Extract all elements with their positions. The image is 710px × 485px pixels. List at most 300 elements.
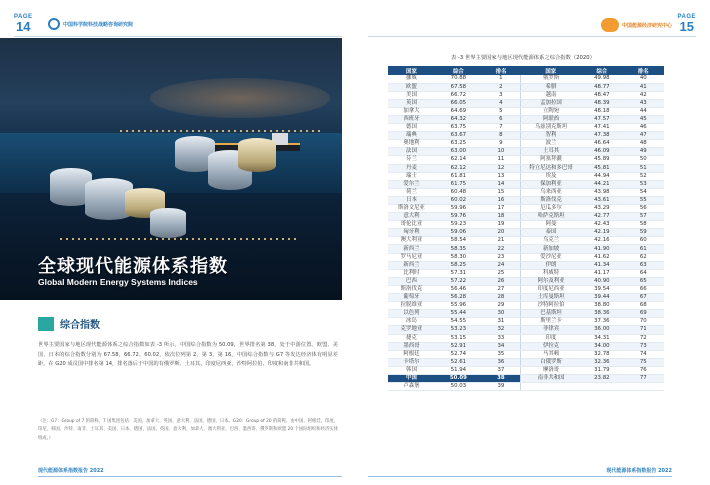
table-row bbox=[388, 196, 664, 204]
table-cell: 德国 bbox=[388, 124, 435, 132]
table-cell: 土耳其 bbox=[520, 148, 581, 156]
table-cell: 印度尼西亚 bbox=[520, 285, 581, 293]
column-header: 综合 bbox=[581, 66, 622, 75]
table-cell: 39 bbox=[482, 383, 521, 391]
table-cell: 43.61 bbox=[581, 196, 622, 204]
table-cell: 58.25 bbox=[435, 261, 482, 269]
table-cell: 62 bbox=[623, 253, 664, 261]
table-cell: 保加利亚 bbox=[520, 180, 581, 188]
table-row bbox=[388, 342, 664, 350]
table-cell: 50 bbox=[623, 156, 664, 164]
table-cell: 11 bbox=[482, 156, 521, 164]
table-cell: 37 bbox=[482, 366, 521, 374]
table-row bbox=[388, 326, 664, 334]
left-logo bbox=[48, 18, 133, 30]
table-cell: 64 bbox=[623, 269, 664, 277]
table-row bbox=[388, 294, 664, 302]
table-cell: 34.00 bbox=[581, 342, 622, 350]
table-cell: 70 bbox=[623, 318, 664, 326]
table-cell: 丹麦 bbox=[388, 164, 435, 172]
left-header-rule bbox=[14, 36, 342, 37]
table-cell: 41 bbox=[623, 83, 664, 91]
right-logo bbox=[601, 18, 672, 32]
table-cell: 29 bbox=[482, 302, 521, 310]
table-cell: 伊朗 bbox=[520, 261, 581, 269]
table-cell: 希腊 bbox=[520, 83, 581, 91]
table-cell: 53.23 bbox=[435, 326, 482, 334]
table-cell: 53 bbox=[623, 180, 664, 188]
right-logo-text: 中国能源经济研究中心 bbox=[621, 22, 672, 29]
table-cell: 阿塞拜疆 bbox=[520, 156, 581, 164]
table-cell: 56.28 bbox=[435, 294, 482, 302]
table-cell: 38.36 bbox=[581, 310, 622, 318]
table-row bbox=[388, 366, 664, 374]
table-cell: 25 bbox=[482, 269, 521, 277]
table-row bbox=[388, 358, 664, 366]
table-cell: 53.15 bbox=[435, 334, 482, 342]
table-cell: 57.31 bbox=[435, 269, 482, 277]
section-title: 综合指数 bbox=[60, 320, 100, 331]
table-row bbox=[388, 350, 664, 358]
table-cell: 45.81 bbox=[581, 164, 622, 172]
table-cell: 马其顿 bbox=[520, 350, 581, 358]
table-cell: 新西兰 bbox=[388, 261, 435, 269]
table-cell: 55.96 bbox=[435, 302, 482, 310]
table-cell: 52.74 bbox=[435, 350, 482, 358]
table-cell: 30 bbox=[482, 310, 521, 318]
table-cell: 32 bbox=[482, 326, 521, 334]
table-cell: 9 bbox=[482, 140, 521, 148]
table-cell: 20 bbox=[482, 229, 521, 237]
table-cell: 乌来西亚 bbox=[520, 188, 581, 196]
table-cell: 56 bbox=[623, 205, 664, 213]
table-cell: 32.36 bbox=[581, 358, 622, 366]
table-cell: 2 bbox=[482, 83, 521, 91]
table-cell: 67 bbox=[623, 294, 664, 302]
table-cell: 58.30 bbox=[435, 253, 482, 261]
table-row bbox=[388, 302, 664, 310]
table-cell: 51.94 bbox=[435, 366, 482, 374]
table-cell: 澳大利亚 bbox=[388, 237, 435, 245]
page-title-cn: 全球现代能源体系指数 bbox=[38, 256, 228, 277]
table-cell: 新加坡 bbox=[520, 245, 581, 253]
table-cell: 51 bbox=[623, 164, 664, 172]
table-cell: 40 bbox=[623, 75, 664, 83]
table-cell: 36 bbox=[482, 358, 521, 366]
table-cell: 43 bbox=[623, 99, 664, 107]
table-cell: 61.81 bbox=[435, 172, 482, 180]
table-cell: 墨西哥 bbox=[388, 342, 435, 350]
table-cell: 法国 bbox=[388, 148, 435, 156]
table-cell: 特立尼达和多巴哥 bbox=[520, 164, 581, 172]
table-cell: 47.57 bbox=[581, 115, 622, 123]
table-cell: 66.72 bbox=[435, 91, 482, 99]
column-header: 国家 bbox=[520, 66, 581, 75]
footnote: （注：G7：Group of 7 的简称，7 国集团包括：美国、加拿大、英国、意大利、法国、德国、日本。G20：Group of 20 的简称，由中国、阿根廷、印度、印尼、韩国、沙特、南非、土耳其、美国、日本、德国、法国、英国、意大利、加拿大、澳大利亚、巴西、墨西哥、俄罗斯和欧盟 20 个国际组织和经济实体组成。） bbox=[38, 419, 338, 441]
right-page-label: PAGE bbox=[677, 14, 696, 20]
table-row bbox=[388, 383, 664, 391]
table-cell: 巴基斯坦 bbox=[520, 310, 581, 318]
table-cell: 32.78 bbox=[581, 350, 622, 358]
table-row bbox=[388, 75, 664, 83]
table-cell: 23 bbox=[482, 253, 521, 261]
table-row bbox=[388, 205, 664, 213]
table-cell: 42.77 bbox=[581, 213, 622, 221]
table-cell: 荷兰 bbox=[388, 188, 435, 196]
table-cell: 47 bbox=[623, 132, 664, 140]
table-cell: 59.96 bbox=[435, 205, 482, 213]
table-cell: 18 bbox=[482, 213, 521, 221]
table-row bbox=[388, 107, 664, 115]
table-row bbox=[388, 148, 664, 156]
table-cell: 美国 bbox=[388, 91, 435, 99]
energy-index-table bbox=[388, 66, 664, 391]
table-cell: 50.03 bbox=[435, 383, 482, 391]
table-row bbox=[388, 237, 664, 245]
table-cell: 爱沙尼亚 bbox=[520, 253, 581, 261]
table-cell: 40.90 bbox=[581, 277, 622, 285]
table-cell: 罗马尼亚 bbox=[388, 253, 435, 261]
table-cell: 57.22 bbox=[435, 277, 482, 285]
table-cell: 匈牙利 bbox=[388, 229, 435, 237]
table-cell: 70.88 bbox=[435, 75, 482, 83]
table-cell: 19 bbox=[482, 221, 521, 229]
table-cell: 斯里兰卡 bbox=[520, 318, 581, 326]
table-row bbox=[388, 277, 664, 285]
table-cell: 24 bbox=[482, 261, 521, 269]
table-cell: 34 bbox=[482, 342, 521, 350]
table-cell: 48.47 bbox=[581, 91, 622, 99]
table-cell: 35 bbox=[482, 350, 521, 358]
table-cell: 3 bbox=[482, 91, 521, 99]
table-row bbox=[388, 140, 664, 148]
table-cell: 77 bbox=[623, 374, 664, 382]
column-header: 排名 bbox=[623, 66, 664, 75]
table-row bbox=[388, 124, 664, 132]
table-cell: 44 bbox=[623, 107, 664, 115]
table-cell: 66.05 bbox=[435, 99, 482, 107]
right-page-badge bbox=[677, 14, 696, 33]
table-cell bbox=[581, 383, 622, 391]
table-cell: 44.94 bbox=[581, 172, 622, 180]
table-cell: 73 bbox=[623, 342, 664, 350]
table-cell: 5 bbox=[482, 107, 521, 115]
table-cell: 49.98 bbox=[581, 75, 622, 83]
table-cell: 21 bbox=[482, 237, 521, 245]
table-cell: 卡塔尔 bbox=[388, 358, 435, 366]
table-cell: 61 bbox=[623, 245, 664, 253]
table-cell: 59 bbox=[623, 229, 664, 237]
table-row bbox=[388, 310, 664, 318]
table-cell: 57 bbox=[623, 213, 664, 221]
table-cell: 厄瓜多尔 bbox=[520, 205, 581, 213]
table-row bbox=[388, 229, 664, 237]
right-footer: 现代能源体系指数报告 2022 bbox=[606, 468, 672, 474]
table-cell: 42.19 bbox=[581, 229, 622, 237]
table-cell: 6 bbox=[482, 115, 521, 123]
table-row bbox=[388, 221, 664, 229]
table-cell: 印度 bbox=[520, 334, 581, 342]
table-cell: 43.29 bbox=[581, 205, 622, 213]
institute-logo-icon bbox=[48, 18, 60, 30]
table-row bbox=[388, 269, 664, 277]
table-cell: 52.91 bbox=[435, 342, 482, 350]
table-cell: 8 bbox=[482, 132, 521, 140]
table-cell: 54.55 bbox=[435, 318, 482, 326]
table-cell: 越南 bbox=[520, 91, 581, 99]
table-cell: 23.82 bbox=[581, 374, 622, 382]
table-cell: 42 bbox=[623, 91, 664, 99]
table-cell: 埃及 bbox=[520, 172, 581, 180]
table-cell: 俄罗斯 bbox=[520, 75, 581, 83]
table-cell: 克罗地亚 bbox=[388, 326, 435, 334]
table-cell: 新西兰 bbox=[388, 245, 435, 253]
table-cell: 63 bbox=[623, 261, 664, 269]
table-cell: 45 bbox=[623, 115, 664, 123]
table-cell: 1 bbox=[482, 75, 521, 83]
table-row bbox=[388, 99, 664, 107]
table-cell: 67.58 bbox=[435, 83, 482, 91]
table-cell: 60.48 bbox=[435, 188, 482, 196]
table-row bbox=[388, 261, 664, 269]
table-row bbox=[388, 132, 664, 140]
table-cell: 63.67 bbox=[435, 132, 482, 140]
table-cell: 比利时 bbox=[388, 269, 435, 277]
table-cell bbox=[520, 383, 581, 391]
left-page-number: 14 bbox=[16, 19, 31, 34]
table-cell: 38.80 bbox=[581, 302, 622, 310]
table-cell: 55.44 bbox=[435, 310, 482, 318]
table-cell: 孟加拉国 bbox=[520, 99, 581, 107]
center-logo-icon bbox=[601, 18, 619, 32]
table-cell: 冰岛 bbox=[388, 318, 435, 326]
table-cell: 中国 bbox=[388, 374, 435, 382]
table-cell: 31.79 bbox=[581, 366, 622, 374]
table-cell: 60 bbox=[623, 237, 664, 245]
table-row bbox=[388, 285, 664, 293]
table-cell: 55 bbox=[623, 196, 664, 204]
table-row bbox=[388, 115, 664, 123]
left-page-badge bbox=[14, 14, 33, 33]
body-paragraph: 世界主要国家与地区现代能源体系之综合指数如表 -3 所示。中国综合指数为 50.09，世界排名第 38，处于中游位置。欧盟、美国、日本的综合指数分别为 67.58、66.72、60.02，依次位列第 2、第 3、第 16。中国综合指数与 G7 等发达经济体有明显差距，在 G20 成员国中排名第 14，排名落后于中国的有俄罗斯、土耳其、印度尼西亚、沙特阿拉伯、印度和南非共和国。 bbox=[38, 342, 338, 367]
table-cell: 阿根廷 bbox=[388, 350, 435, 358]
table-cell: 摩洛哥 bbox=[520, 366, 581, 374]
table-cell: 48.77 bbox=[581, 83, 622, 91]
section-marker-icon bbox=[38, 317, 54, 331]
table-cell: 14 bbox=[482, 180, 521, 188]
table-cell: 乌克兰 bbox=[520, 237, 581, 245]
table-cell: 46.09 bbox=[581, 148, 622, 156]
table-cell: 加拿大 bbox=[388, 107, 435, 115]
table-cell: 76 bbox=[623, 366, 664, 374]
table-cell: 64.69 bbox=[435, 107, 482, 115]
table-row bbox=[388, 156, 664, 164]
table-cell: 48.18 bbox=[581, 107, 622, 115]
table-cell: 英国 bbox=[388, 99, 435, 107]
table-cell: 59.06 bbox=[435, 229, 482, 237]
table-cell: 拉脱维亚 bbox=[388, 302, 435, 310]
table-cell: 27 bbox=[482, 285, 521, 293]
table-cell: 韩国 bbox=[388, 366, 435, 374]
table-row bbox=[388, 213, 664, 221]
table-cell: 南非共和国 bbox=[520, 374, 581, 382]
table-cell: 72 bbox=[623, 334, 664, 342]
table-cell: 意大利 bbox=[388, 213, 435, 221]
table-row bbox=[388, 374, 664, 382]
table-cell: 58 bbox=[623, 221, 664, 229]
table-cell: 58.54 bbox=[435, 237, 482, 245]
table-cell: 日本 bbox=[388, 196, 435, 204]
left-logo-text: 中国科学院科技战略咨询研究院 bbox=[63, 21, 134, 28]
table-cell: 41.34 bbox=[581, 261, 622, 269]
table-cell: 挪威 bbox=[388, 75, 435, 83]
left-footer-rule bbox=[38, 476, 342, 477]
table-cell: 42.16 bbox=[581, 237, 622, 245]
column-header: 国家 bbox=[388, 66, 435, 75]
table-cell: 哥伦比亚 bbox=[388, 221, 435, 229]
table-cell: 以色列 bbox=[388, 310, 435, 318]
table-cell: 46 bbox=[623, 124, 664, 132]
section-header bbox=[38, 316, 100, 331]
table-cell: 16 bbox=[482, 196, 521, 204]
table-cell: 乌兹别克斯坦 bbox=[520, 124, 581, 132]
column-header: 排名 bbox=[482, 66, 521, 75]
table-cell: 立陶宛 bbox=[520, 107, 581, 115]
table-cell: 15 bbox=[482, 188, 521, 196]
table-cell: 瑞士 bbox=[388, 172, 435, 180]
table-body bbox=[388, 75, 664, 391]
table-cell: 葡萄牙 bbox=[388, 294, 435, 302]
table-row bbox=[388, 318, 664, 326]
table-cell: 28 bbox=[482, 294, 521, 302]
table-cell: 47.41 bbox=[581, 124, 622, 132]
table-row bbox=[388, 164, 664, 172]
right-header-rule bbox=[368, 36, 696, 37]
table-cell: 69 bbox=[623, 310, 664, 318]
table-cell: 48.39 bbox=[581, 99, 622, 107]
table-cell: 阿曼 bbox=[520, 221, 581, 229]
table-cell: 22 bbox=[482, 245, 521, 253]
table-cell: 52.61 bbox=[435, 358, 482, 366]
table-cell: 60.02 bbox=[435, 196, 482, 204]
table-cell: 26 bbox=[482, 277, 521, 285]
right-footer-rule bbox=[368, 476, 672, 477]
table-cell: 49 bbox=[623, 148, 664, 156]
table-cell: 捷克 bbox=[388, 334, 435, 342]
table-cell: 芬兰 bbox=[388, 156, 435, 164]
table-cell: 44.21 bbox=[581, 180, 622, 188]
table-row bbox=[388, 253, 664, 261]
table-row bbox=[388, 334, 664, 342]
table-cell: 59.76 bbox=[435, 213, 482, 221]
table-cell: 斯洛伐克 bbox=[520, 196, 581, 204]
table-cell: 39.44 bbox=[581, 294, 622, 302]
table-row bbox=[388, 180, 664, 188]
table-cell: 斯洛伐克 bbox=[388, 285, 435, 293]
table-cell: 56.46 bbox=[435, 285, 482, 293]
table-caption: 表 -3 世界主要国家与地区现代能源体系之综合指数（2020） bbox=[451, 55, 595, 61]
table-cell: 66 bbox=[623, 285, 664, 293]
table-cell: 54 bbox=[623, 188, 664, 196]
right-page-number: 15 bbox=[679, 19, 694, 34]
table-cell: 西班牙 bbox=[388, 115, 435, 123]
table-cell: 59.23 bbox=[435, 221, 482, 229]
table-cell: 39.54 bbox=[581, 285, 622, 293]
table-cell: 阿尔及利亚 bbox=[520, 277, 581, 285]
table-cell: 泰国 bbox=[520, 229, 581, 237]
table-cell: 卢森堡 bbox=[388, 383, 435, 391]
table-row bbox=[388, 188, 664, 196]
table-cell: 13 bbox=[482, 172, 521, 180]
table-cell: 伊拉克 bbox=[520, 342, 581, 350]
page-title-en: Global Modern Energy Systems Indices bbox=[38, 277, 198, 287]
left-footer: 现代能源体系指数报告 2022 bbox=[38, 468, 104, 474]
table-cell: 斯洛文尼亚 bbox=[388, 205, 435, 213]
column-header: 综合 bbox=[435, 66, 482, 75]
table-cell: 52 bbox=[623, 172, 664, 180]
table-cell: 41.90 bbox=[581, 245, 622, 253]
table-cell: 46.64 bbox=[581, 140, 622, 148]
table-cell: 巴西 bbox=[388, 277, 435, 285]
table-cell: 64.32 bbox=[435, 115, 482, 123]
table-cell: 65 bbox=[623, 277, 664, 285]
table-row bbox=[388, 245, 664, 253]
table-cell: 61.75 bbox=[435, 180, 482, 188]
table-cell: 34.31 bbox=[581, 334, 622, 342]
table-cell: 63.00 bbox=[435, 148, 482, 156]
table-cell: 菲律宾 bbox=[520, 326, 581, 334]
table-cell: 智利 bbox=[520, 132, 581, 140]
table-cell: 48 bbox=[623, 140, 664, 148]
table-cell: 41.17 bbox=[581, 269, 622, 277]
table-cell: 爱尔兰 bbox=[388, 180, 435, 188]
table-cell: 白俄罗斯 bbox=[520, 358, 581, 366]
table-cell: 12 bbox=[482, 164, 521, 172]
table-cell: 10 bbox=[482, 148, 521, 156]
table-cell: 50.09 bbox=[435, 374, 482, 382]
table-cell: 41.62 bbox=[581, 253, 622, 261]
table-cell: 土库曼斯坦 bbox=[520, 294, 581, 302]
table-cell: 42.43 bbox=[581, 221, 622, 229]
table-cell: 63.75 bbox=[435, 124, 482, 132]
table-header-row bbox=[388, 66, 664, 75]
table-cell: 33 bbox=[482, 334, 521, 342]
table-cell: 37.36 bbox=[581, 318, 622, 326]
table-cell: 71 bbox=[623, 326, 664, 334]
table-cell: 62.12 bbox=[435, 164, 482, 172]
table-cell: 波兰 bbox=[520, 140, 581, 148]
table-cell: 沙特阿拉伯 bbox=[520, 302, 581, 310]
table-cell: 38 bbox=[482, 374, 521, 382]
table-cell: 17 bbox=[482, 205, 521, 213]
table-cell: 47.38 bbox=[581, 132, 622, 140]
table-cell: 阿联酋 bbox=[520, 115, 581, 123]
table-cell: 哈萨克斯坦 bbox=[520, 213, 581, 221]
table-cell: 58.35 bbox=[435, 245, 482, 253]
left-page-label: PAGE bbox=[14, 14, 33, 20]
table-cell: 36.00 bbox=[581, 326, 622, 334]
table-cell: 45.89 bbox=[581, 156, 622, 164]
table-cell bbox=[623, 383, 664, 391]
table-cell: 43.98 bbox=[581, 188, 622, 196]
table-cell: 7 bbox=[482, 124, 521, 132]
table-cell: 75 bbox=[623, 358, 664, 366]
table-cell: 63.25 bbox=[435, 140, 482, 148]
table-row bbox=[388, 172, 664, 180]
table-cell: 74 bbox=[623, 350, 664, 358]
table-cell: 31 bbox=[482, 318, 521, 326]
table-row bbox=[388, 91, 664, 99]
